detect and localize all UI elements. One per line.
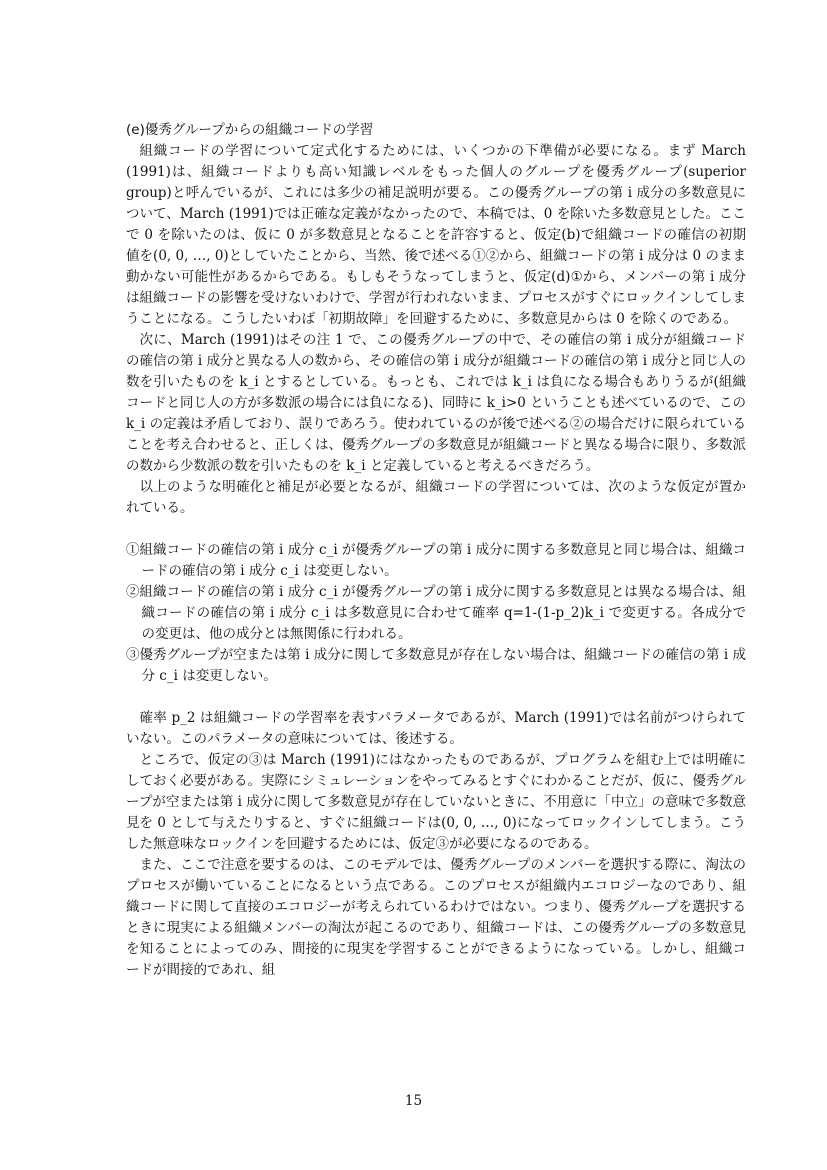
paragraph: ところで、仮定の③は March (1991)にはなかったものであるが、プログラムを組む上では明確にしておく必要がある。実際にシミュレーションをやってみるとすぐにわかることだが、仮に、優秀グループが空または第 i 成分に関して多数意見が存在していないときに、不用意に「中立」の意味で多数意見を 0 として与えたりすると、すぐに組織コードは(0, 0, …, 0)になってロックインしてしまう。こうした無意味なロックインを回避するためには、仮定③が必要になるのである。 — [126, 752, 746, 852]
assumption-item: ③優秀グループが空または第 i 成分に関して多数意見が存在しない場合は、組織コードの確信の第 i 成分 c_i は変更しない。 — [126, 647, 746, 684]
spacer — [126, 687, 746, 708]
assumption-item: ②組織コードの確信の第 i 成分 c_i が優秀グループの第 i 成分に関する多数意見とは異なる場合は、組織コードの確信の第 i 成分 c_i は多数意見に合わせて確率 q=1-(1-p_2)k_i で変更する。各成分での変更は、他の成分とは無関係に行われる。 — [126, 584, 746, 642]
paragraph: また、ここで注意を要するのは、このモデルでは、優秀グループのメンバーを選択する際に、淘汰のプロセスが働いていることになるという点である。このプロセスが組織内エコロジーなのであり、組織コードに関して直接のエコロジーが考えられているわけではない。つまり、優秀グループを選択するときに現実による組織メンバーの淘汰が起こるのであり、組織コードは、この優秀グループの多数意見を知ることによってのみ、間接的に現実を学習することができるようになっている。しかし、組織コードが間接的であれ、組 — [126, 857, 746, 978]
spacer — [126, 519, 746, 540]
paragraph: 次に、March (1991)はその注 1 で、この優秀グループの中で、その確信の第 i 成分が組織コードの確信の第 i 成分と異なる人の数から、その確信の第 i 成分が組織コードの確信の第 i 成分と同じ人の数を引いたものを k_i とするとしている。もっとも、これでは k_i は負になる場合もありうるが(組織コードと同じ人の方が多数派の場合には負になる)、同時に k_i>0 ということも述べているので、この k_i の定義は矛盾しており、誤りであろう。使われているのが後で述べる②の場合だけに限られていることを考え合わせると、正しくは、優秀グループの多数意見が組織コードと異なる場合に限り、多数派の数から少数派の数を引いたものを k_i と定義していると考えるべきだろう。 — [126, 332, 746, 474]
section-heading: (e)優秀グループからの組織コードの学習 — [126, 122, 374, 138]
page-number: 15 — [404, 1093, 423, 1109]
paragraph: 以上のような明確化と補足が必要となるが、組織コードの学習については、次のような仮定が置かれている。 — [126, 479, 746, 516]
assumption-item: ①組織コードの確信の第 i 成分 c_i が優秀グループの第 i 成分に関する多数意見と同じ場合は、組織コードの確信の第 i 成分 c_i は変更しない。 — [126, 542, 746, 579]
paragraph: 確率 p_2 は組織コードの学習率を表すパラメータであるが、March (1991)では名前がつけられていない。このパラメータの意味については、後述する。 — [126, 710, 746, 747]
paragraph: 組織コードの学習について定式化するためには、いくつかの下準備が必要になる。まず March (1991)は、組織コードよりも高い知識レベルをもった個人のグループを優秀グループ(superior group)と呼んでいるが、これには多少の補足説明が要る。この優秀グループの第 i 成分の多数意見について、March (1991)では正確な定義がなかったので、本稿では、0 を除いた多数意見とした。ここで 0 を除いたのは、仮に 0 が多数意見となることを許容すると、仮定(b)で組織コードの確信の初期値を(0, 0, …, 0)としていたことから、当然、後で述べる①②から、組織コードの第 i 成分は 0 のまま動かない可能性があるからである。もしもそうなってしまうと、仮定(d)①から、メンバーの第 i 成分は組織コードの影響を受けないわけで、学習が行われないまま、プロセスがすぐにロックインしてしまうことになる。こうしたいわば「初期故障」を回避するために、多数意見からは 0 を除くのである。 — [126, 143, 746, 327]
assumption-list — [126, 540, 746, 687]
page-body — [126, 120, 746, 981]
